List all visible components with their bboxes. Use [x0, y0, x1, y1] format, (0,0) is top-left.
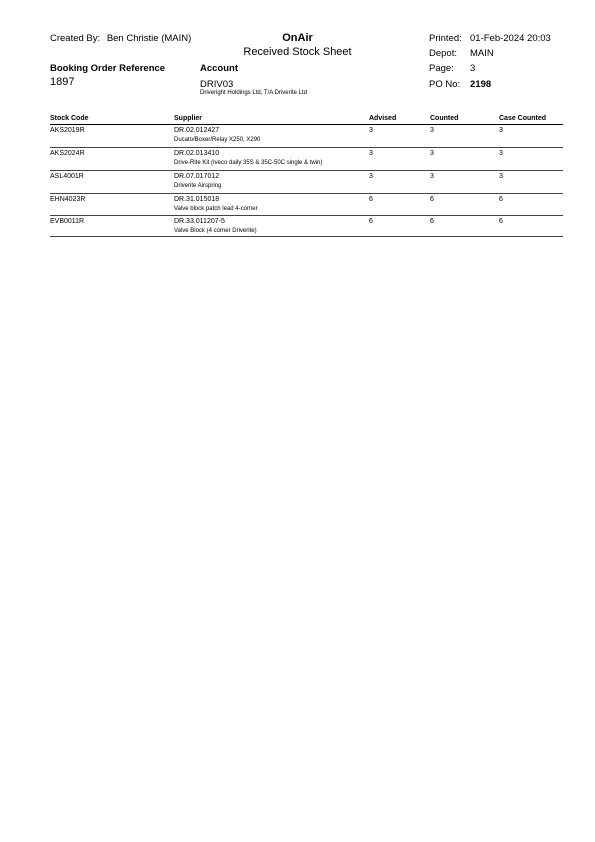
printed-value: 01-Feb-2024 20:03: [470, 33, 551, 44]
row-divider: [50, 193, 563, 194]
supplier-code: DR.07.017012: [174, 173, 220, 180]
row-divider: [50, 215, 563, 216]
row-divider: [50, 236, 563, 237]
stock-code: EVB0011R: [50, 218, 85, 225]
counted-qty: 6: [430, 196, 434, 203]
stock-code: AKS2019R: [50, 127, 85, 134]
item-description: Valve block patch lead 4-corner: [174, 206, 258, 212]
po-number-label: PO No:: [429, 79, 461, 90]
advised-qty: 3: [369, 150, 373, 157]
item-description: Driverite Airspring: [174, 183, 222, 189]
page-title: Received Stock Sheet: [243, 46, 352, 58]
stock-code: EHN4023R: [50, 196, 86, 203]
case-counted-qty: 6: [499, 218, 503, 225]
counted-qty: 3: [430, 173, 434, 180]
created-by-label: Created By:: [50, 33, 101, 44]
advised-qty: 6: [369, 196, 373, 203]
supplier-code: DR.33.011207-5: [174, 218, 225, 225]
advised-qty: 3: [369, 173, 373, 180]
account-name: Driveright Holdings Ltd, T/A Driverite Ltd: [200, 90, 307, 96]
booking-ref-value: 1897: [50, 76, 75, 88]
account-label: Account: [200, 63, 238, 74]
stock-code: ASL4001R: [50, 173, 84, 180]
row-divider: [50, 170, 563, 171]
printed-label: Printed:: [429, 33, 462, 44]
item-description: Drive-Rite Kit (Iveco daily 35S & 35C-50C single & twin): [174, 160, 323, 166]
page-number-value: 3: [470, 63, 476, 74]
col-header-counted: Counted: [430, 115, 459, 122]
supplier-code: DR.02.013410: [174, 150, 220, 157]
case-counted-qty: 3: [499, 150, 503, 157]
depot-label: Depot:: [429, 48, 457, 59]
col-header-supplier: Supplier: [174, 115, 203, 122]
supplier-code: DR.31.015018: [174, 196, 220, 203]
case-counted-qty: 6: [499, 196, 503, 203]
advised-qty: 6: [369, 218, 373, 225]
stock-code: AKS2024R: [50, 150, 85, 157]
depot-value: MAIN: [470, 48, 494, 59]
col-header-case-counted: Case Counted: [499, 115, 547, 122]
col-header-advised: Advised: [369, 115, 397, 122]
page-number-label: Page:: [429, 63, 454, 74]
supplier-code: DR.02.012427: [174, 127, 220, 134]
case-counted-qty: 3: [499, 173, 503, 180]
item-description: Ducato/Boxer/Relay X250, X290: [174, 137, 261, 143]
account-code: DRIV03: [200, 79, 234, 90]
counted-qty: 6: [430, 218, 434, 225]
item-description: Valve Block (4 corner Driverite): [174, 228, 257, 234]
row-divider: [50, 147, 563, 148]
table-header-rule: [50, 124, 563, 125]
booking-ref-label: Booking Order Reference: [50, 63, 166, 74]
counted-qty: 3: [430, 150, 434, 157]
created-by-value: Ben Christie (MAIN): [106, 33, 192, 44]
company-name: OnAir: [282, 32, 313, 44]
col-header-stock-code: Stock Code: [50, 115, 89, 122]
case-counted-qty: 3: [499, 127, 503, 134]
advised-qty: 3: [369, 127, 373, 134]
counted-qty: 3: [430, 127, 434, 134]
po-number-value: 2198: [470, 79, 492, 90]
